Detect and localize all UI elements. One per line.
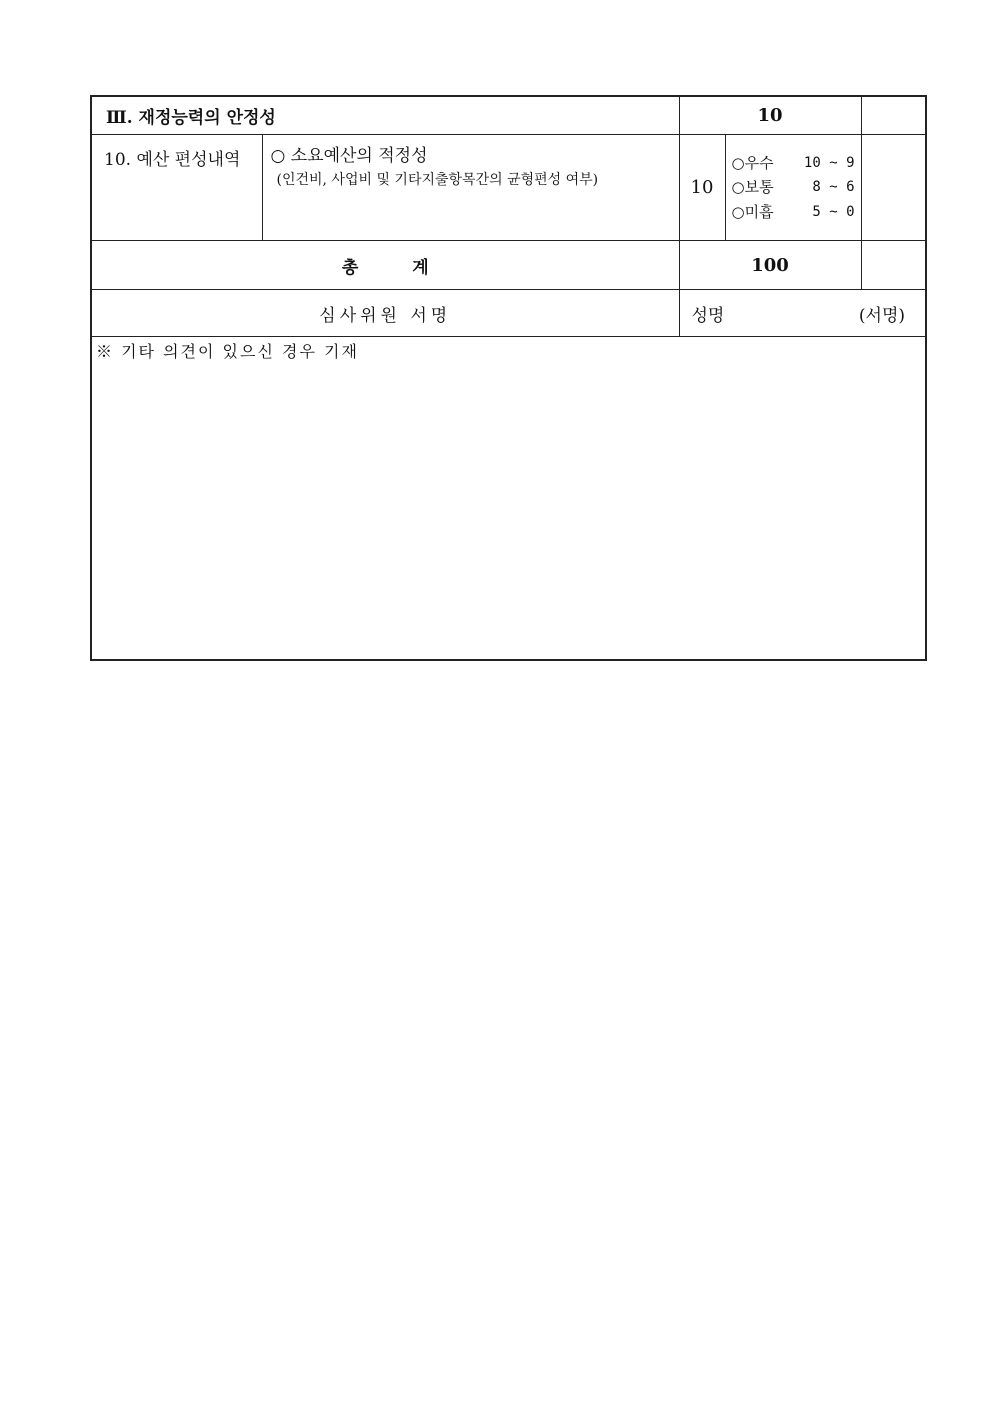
signature-label: 심사위원 서명 — [91, 290, 679, 337]
signature-row — [91, 290, 926, 337]
grade-label: ○미흡 — [731, 202, 774, 221]
grade-range: 5 ~ 0 — [803, 203, 855, 220]
signature-field[interactable] — [679, 290, 926, 337]
total-label: 총 계 — [91, 241, 679, 290]
name-label: 성명 — [691, 305, 725, 326]
remark-note: ※ 기타 의견이 있으신 경우 기재 — [96, 342, 359, 361]
grade-row-average — [732, 175, 855, 200]
sign-label: (서명) — [858, 305, 905, 326]
grade-label: ○보통 — [731, 178, 774, 197]
remark-field[interactable] — [91, 337, 926, 661]
item-row — [91, 135, 926, 241]
grade-scale — [725, 135, 861, 241]
grade-range: 8 ~ 6 — [803, 179, 855, 196]
grade-row-poor — [732, 200, 855, 225]
item-criterion: ○ 소요예산의 적정성 — [270, 146, 428, 166]
section-score: 10 — [679, 96, 861, 135]
section-score-input-cell[interactable] — [861, 96, 926, 135]
item-criterion-note: (인건비, 사업비 및 기타지출항목간의 균형편성 여부) — [276, 172, 599, 188]
total-row — [91, 241, 926, 290]
evaluation-form-table — [90, 95, 927, 661]
grade-range: 10 ~ 9 — [803, 154, 855, 171]
total-score: 100 — [679, 241, 861, 290]
item-score-input-cell[interactable] — [861, 135, 926, 241]
total-score-input-cell[interactable] — [861, 241, 926, 290]
grade-row-excellent — [732, 151, 855, 176]
grade-label: ○우수 — [731, 153, 774, 172]
item-points: 10 — [679, 135, 725, 241]
item-criterion-cell — [262, 135, 679, 241]
section-title: Ⅲ. 재정능력의 안정성 — [91, 96, 679, 135]
section-header-row — [91, 96, 926, 135]
remark-row — [91, 337, 926, 661]
item-label: 10. 예산 편성내역 — [91, 135, 262, 241]
